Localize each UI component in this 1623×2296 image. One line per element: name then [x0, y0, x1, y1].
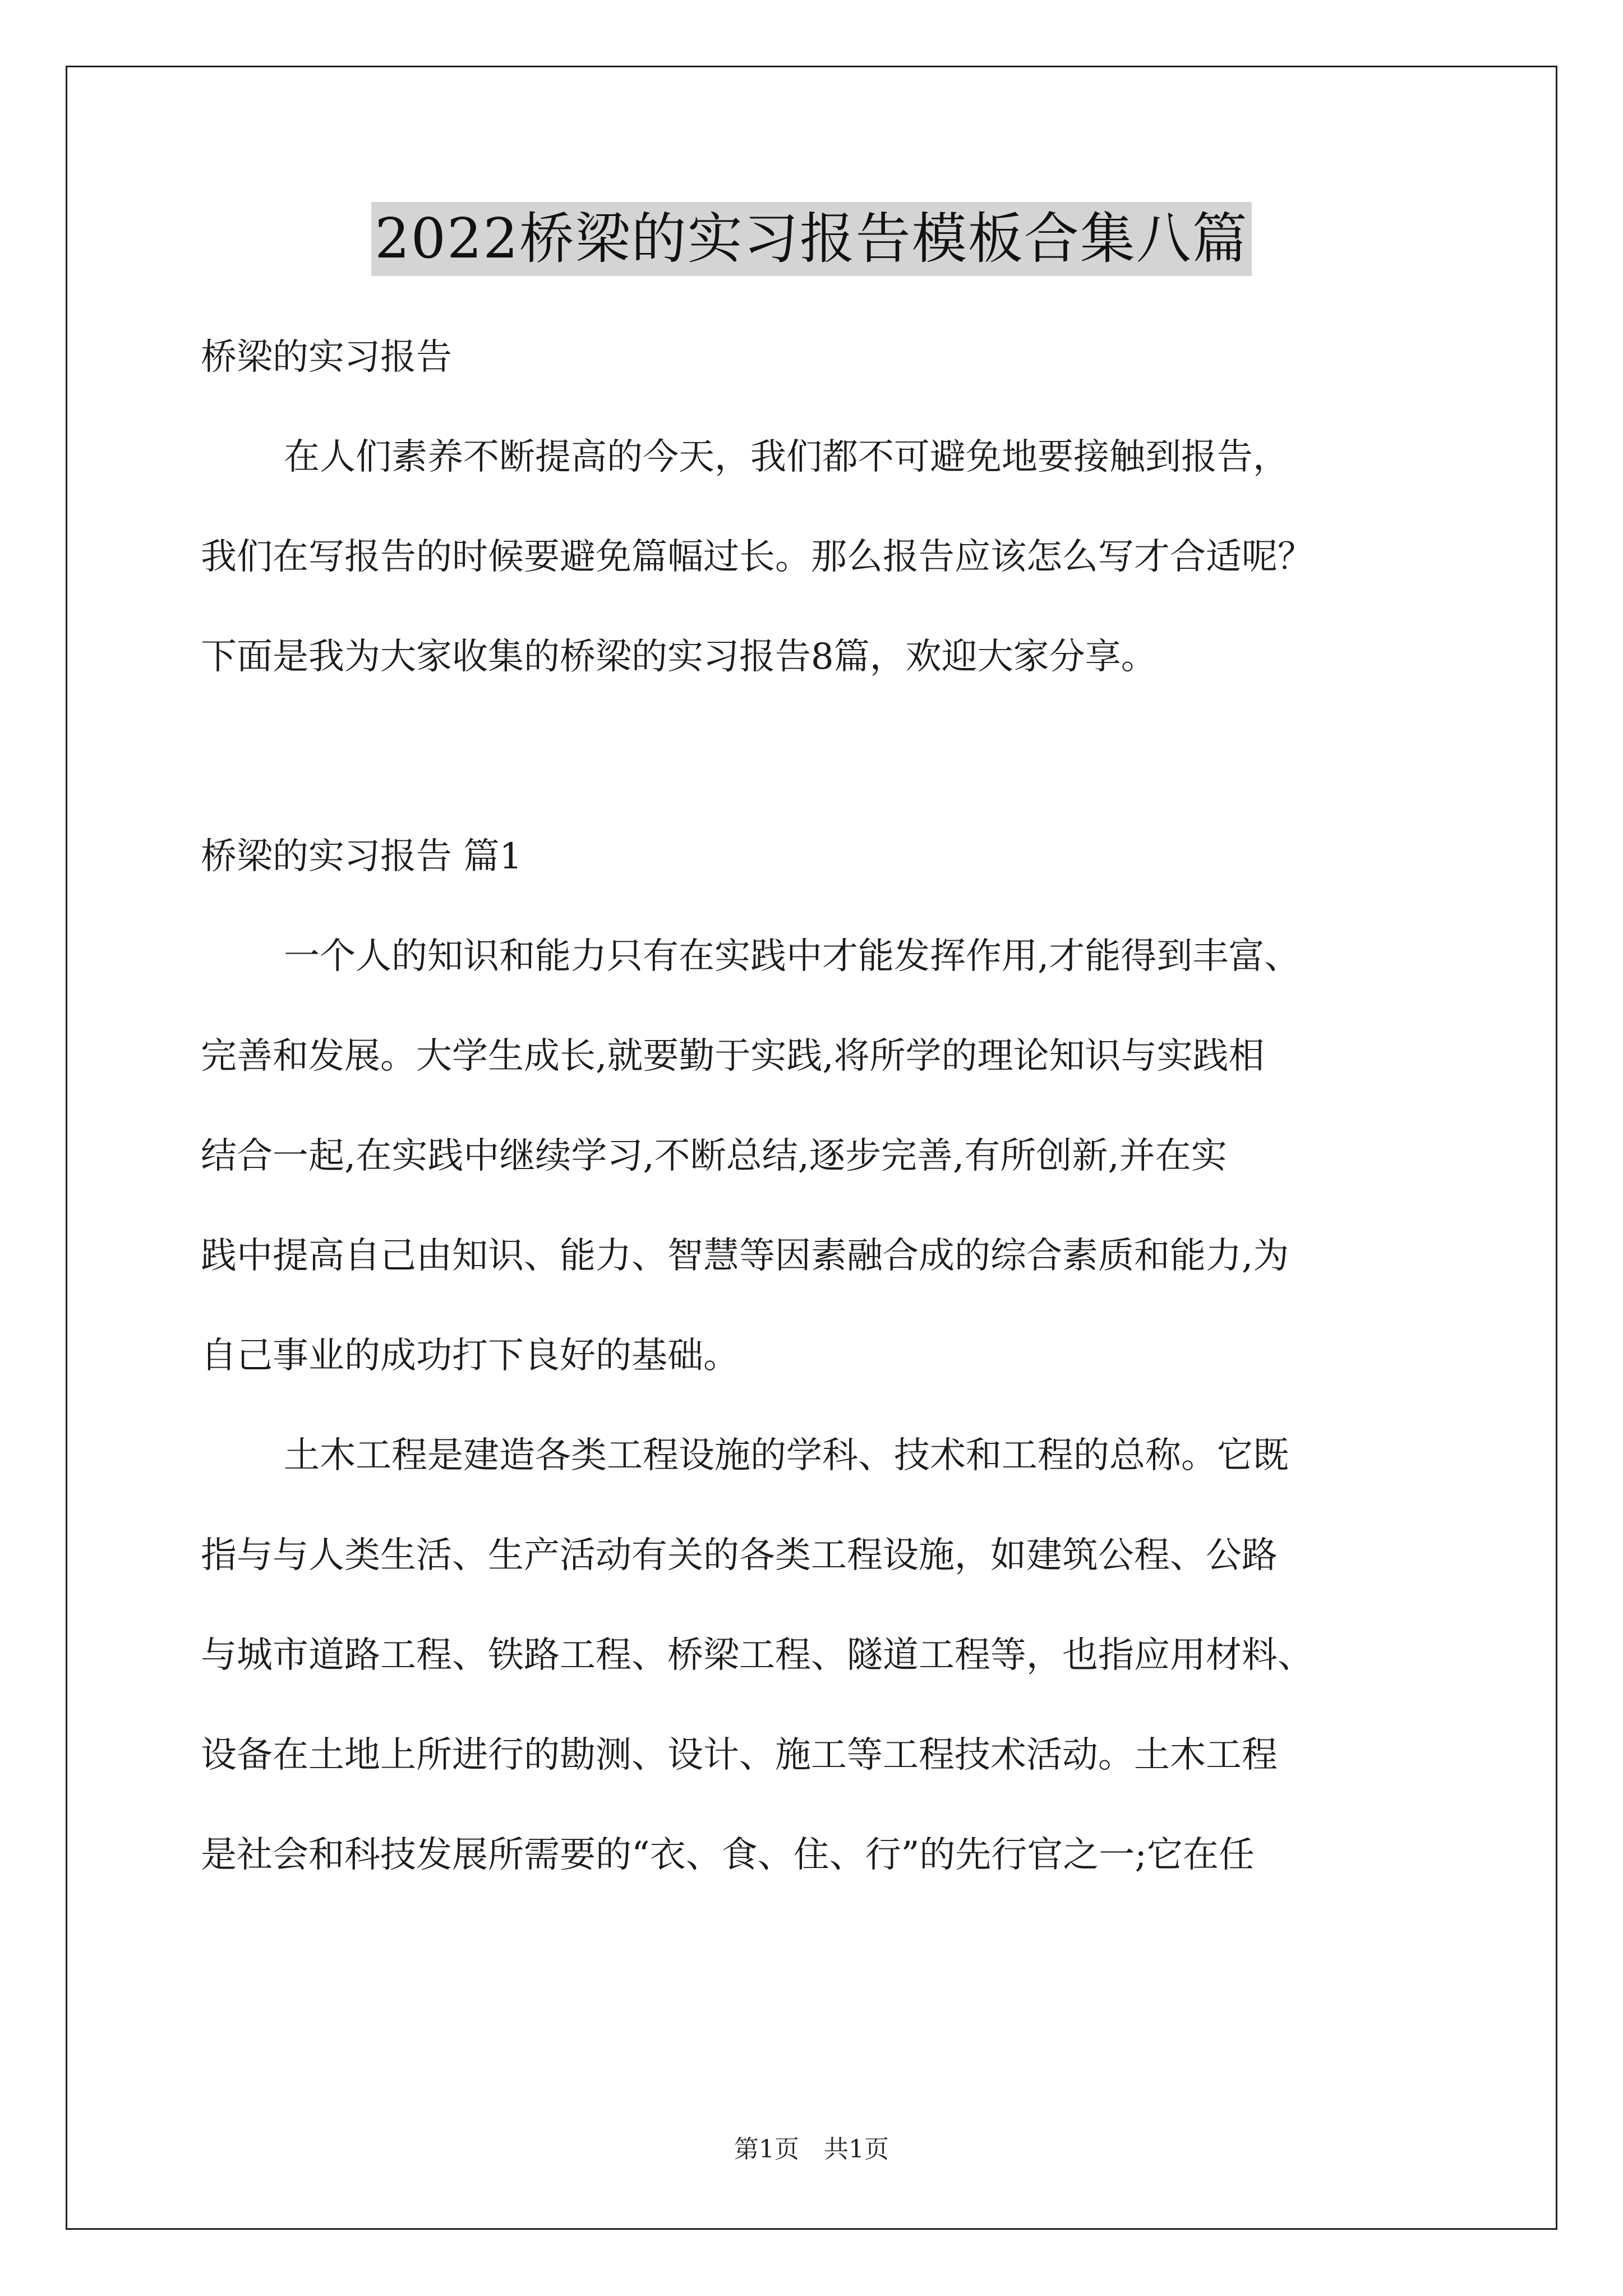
- paragraph-line: 践中提高自己由知识、能力、智慧等因素融合成的综合素质和能力,为: [201, 1235, 1289, 1277]
- paragraph-line: 与城市道路工程、铁路工程、桥梁工程、隧道工程等，也指应用材料、: [201, 1635, 1313, 1676]
- paragraph-line: 是社会和科技发展所需要的“衣、食、住、行”的先行官之一;它在任: [201, 1834, 1255, 1876]
- paragraph-line: 结合一起,在实践中继续学习,不断总结,逐步完善,有所创新,并在实: [201, 1135, 1227, 1177]
- paragraph-line: 指与与人类生活、生产活动有关的各类工程设施，如建筑公程、公路: [201, 1535, 1278, 1576]
- paragraph-line: 自己事业的成功打下良好的基础。: [201, 1335, 739, 1377]
- title-container: [0, 202, 1623, 276]
- section-heading: 桥梁的实习报告 篇1: [201, 836, 523, 877]
- document-title: 2022桥梁的实习报告模板合集八篇: [371, 202, 1251, 276]
- intro-line: 下面是我为大家收集的桥梁的实习报告8篇，欢迎大家分享。: [201, 636, 1157, 678]
- paragraph-line: 一个人的知识和能力只有在实践中才能发挥作用,才能得到丰富、: [284, 936, 1301, 977]
- intro-line: 在人们素养不断提高的今天，我们都不可避免地要接触到报告，: [284, 436, 1289, 478]
- paragraph-line: 完善和发展。大学生成长,就要勤于实践,将所学的理论知识与实践相: [201, 1036, 1265, 1077]
- page-footer: 第1页 共1页: [734, 2135, 889, 2164]
- main-heading: 桥梁的实习报告: [201, 337, 452, 378]
- spacer: [201, 707, 1457, 807]
- paragraph-line: 设备在土地上所进行的勘测、设计、施工等工程技术活动。土木工程: [201, 1734, 1278, 1776]
- document-body: [201, 307, 1457, 1905]
- intro-line: 我们在写报告的时候要避免篇幅过长。那么报告应该怎么写才合适呢？: [201, 536, 1313, 578]
- paragraph-line: 土木工程是建造各类工程设施的学科、技术和工程的总称。它既: [284, 1435, 1289, 1476]
